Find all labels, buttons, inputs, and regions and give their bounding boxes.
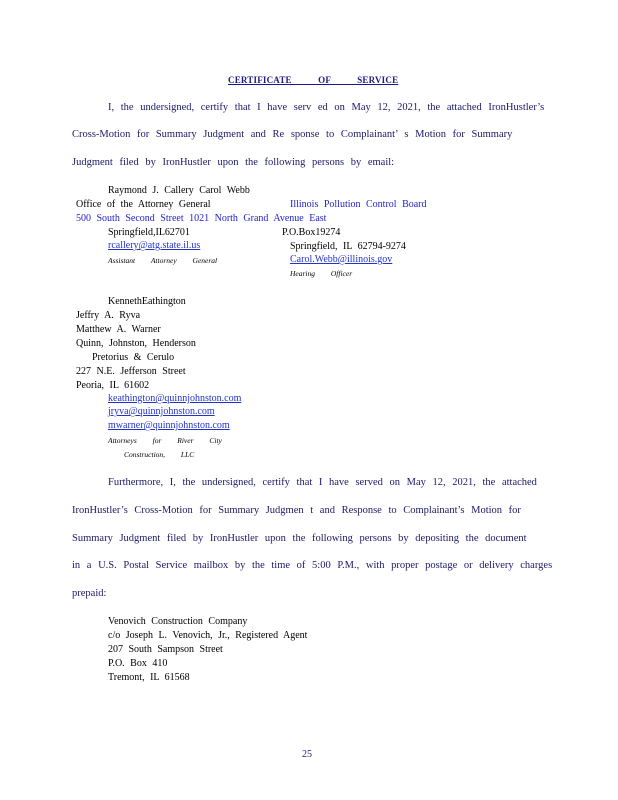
email-mwarner[interactable]: mwarner@quinnjohnston.com [108,420,230,431]
caption-hearing-officer: Hearing Officer [290,269,353,278]
block2-firm1: Quinn, Johnston, Henderson [76,338,196,349]
block2-city: Peoria, IL 61602 [76,380,150,391]
email-carol-webb[interactable]: Carol.Webb@illinois.gov [290,254,393,265]
block2-street: 227 N.E. Jefferson Street [76,366,186,377]
block2-name1: KennethEathington [108,296,186,307]
para2-line2: IronHustler’s Cross-Motion for Summary Judgmen t and Response to Complainant’s Motion for [72,505,521,516]
block1-city-left: Springfield,IL62701 [108,227,190,238]
para1-line1: I, the undersigned, certify that I have serv ed on May 12, 2021, the attached IronHustler’s [108,102,545,113]
para1-line3: Judgment filed by IronHustler upon the following persons by email: [72,157,395,168]
block1-office: Office of the Attorney General [76,199,211,210]
block2-name2: Jeffry A. Ryva [76,310,141,321]
block1-city-right: Springfield, IL 62794-9274 [290,241,406,252]
block2-firm2: Pretorius & Cerulo [92,352,175,363]
para2-line1: Furthermore, I, the undersigned, certify that I have served on May 12, 2021, the attached [108,477,537,488]
para2-line4: in a U.S. Postal Service mailbox by the time of 5:00 P.M., with proper postage or delivery charges [72,560,553,571]
block1-board: Illinois Pollution Control Board [290,199,427,210]
page-number: 25 [302,749,312,760]
block3-company: Venovich Construction Company [108,616,248,627]
email-keathington[interactable]: keathington@quinnjohnston.com [108,393,242,404]
para2-line3: Summary Judgment filed by IronHustler upon the following persons by depositing the document [72,533,527,544]
block3-city: Tremont, IL 61568 [108,672,190,683]
email-jryva[interactable]: jryva@quinnjohnston.com [108,406,215,417]
block2-name3: Matthew A. Warner [76,324,161,335]
para2-line5: prepaid: [72,588,107,599]
block1-pobox: P.O.Box19274 [282,227,341,238]
caption-assistant-ag: Assistant Attorney General [108,256,218,265]
block3-pobox: P.O. Box 410 [108,658,168,669]
caption-construction: Construction, LLC [124,450,195,459]
email-rcallery[interactable]: rcallery@atg.state.il.us [108,240,201,251]
block1-names: Raymond J. Callery Carol Webb [108,185,250,196]
block3-street: 207 South Sampson Street [108,644,223,655]
block3-agent: c/o Joseph L. Venovich, Jr., Registered Agent [108,630,308,641]
caption-attorneys: Attorneys for River City [108,436,222,445]
para1-line2: Cross-Motion for Summary Judgment and Re sponse to Complainant’ s Motion for Summary [72,129,513,140]
block1-streets: 500 South Second Street 1021 North Grand Avenue East [76,213,327,224]
document-title: CERTIFICATE OF SERVICE [228,75,399,85]
